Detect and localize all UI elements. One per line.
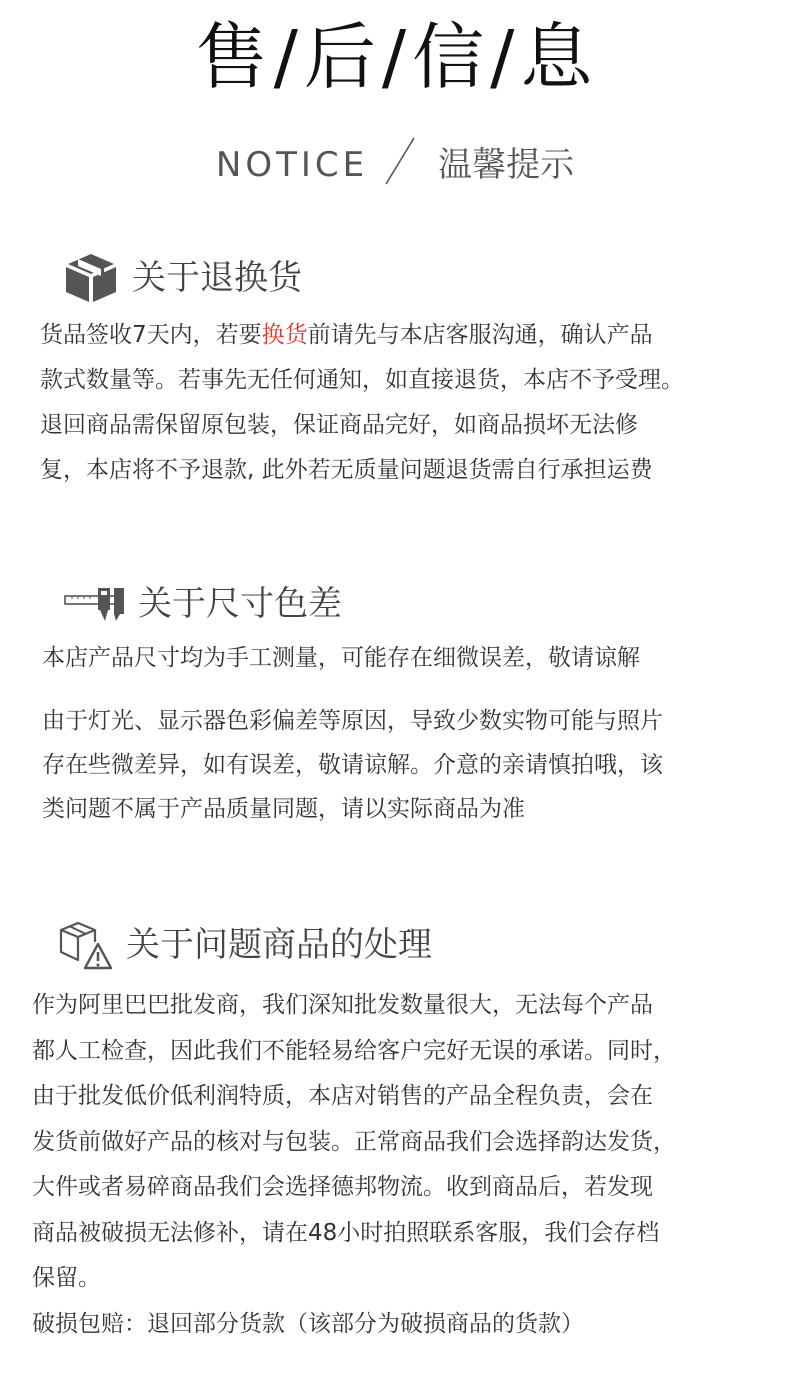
title-char-1: 售 bbox=[195, 15, 270, 99]
paragraph-line: 类问题不属于产品质量同题，请以实际商品为准 bbox=[42, 796, 525, 822]
line-text: 货品签收7天内，若要 bbox=[40, 322, 262, 348]
paragraph-line: 款式数量等。若事先无任何通知，如直接退货，本店不予受理。 bbox=[40, 367, 684, 393]
returns-paragraph bbox=[40, 313, 684, 493]
paragraph-line: 由于批发低价低利润特质，本店对销售的产品全程负责，会在 bbox=[32, 1083, 653, 1109]
section-heading-text: 关于问题商品的处理 bbox=[126, 925, 432, 965]
subtitle-english: NOTICE bbox=[215, 145, 369, 185]
paragraph-line: 存在些微差异，如有误差，敬请谅解。介意的亲请慎拍哦，该 bbox=[42, 752, 663, 778]
slash-divider-icon bbox=[382, 136, 418, 186]
paragraph-line: 破损包赔：退回部分货款（该部分为破损商品的货款） bbox=[32, 1310, 584, 1337]
paragraph-line: 保留。 bbox=[32, 1265, 101, 1291]
paragraph-line: 退回商品需保留原包装，保证商品完好，如商品损坏无法修 bbox=[40, 412, 638, 438]
paragraph-line: 复，本店将不予退款, 此外若无质量问题退货需自行承担运费 bbox=[40, 457, 653, 483]
paragraph-line: 都人工检查，因此我们不能轻易给客户完好无误的承诺。同时， bbox=[32, 1037, 676, 1064]
paragraph-line: 本店产品尺寸均为手工测量，可能存在细微误差，敬请谅解 bbox=[42, 645, 640, 671]
section-heading-text: 关于退换货 bbox=[132, 258, 302, 298]
problem-paragraph bbox=[32, 983, 676, 1347]
page-title bbox=[0, 14, 790, 100]
title-separator: / bbox=[490, 15, 517, 99]
paragraph-line: 作为阿里巴巴批发商，我们深知批发数量很大，无法每个产品 bbox=[32, 992, 653, 1018]
box-icon bbox=[64, 252, 118, 304]
paragraph-line bbox=[40, 313, 684, 358]
title-char-2: 后 bbox=[303, 15, 378, 99]
section-heading-text: 关于尺寸色差 bbox=[138, 584, 342, 624]
line-text: 前请先与本店客服沟通，确认产品 bbox=[307, 322, 653, 348]
section-heading-returns bbox=[64, 252, 302, 304]
title-char-3: 信 bbox=[412, 15, 487, 99]
title-separator: / bbox=[381, 15, 409, 99]
subtitle-chinese: 温馨提示 bbox=[438, 145, 575, 185]
title-char-4: 息 bbox=[520, 15, 595, 99]
section-heading-size bbox=[64, 584, 342, 624]
size-paragraph-1 bbox=[42, 638, 640, 678]
subtitle bbox=[0, 136, 790, 187]
paragraph-line: 由于灯光、显示器色彩偏差等原因，导致少数实物可能与照片 bbox=[42, 708, 663, 734]
paragraph-line: 大件或者易碎商品我们会选择德邦物流。收到商品后，若发现 bbox=[32, 1174, 653, 1200]
size-paragraph-2 bbox=[42, 699, 663, 831]
paragraph-line: 发货前做好产品的核对与包装。正常商品我们会选择韵达发货， bbox=[32, 1128, 676, 1155]
paragraph-line: 商品被破损无法修补，请在48小时拍照联系客服，我们会存档 bbox=[32, 1219, 660, 1246]
caliper-icon bbox=[64, 586, 126, 622]
highlight-text: 换货 bbox=[261, 322, 308, 348]
section-heading-problem bbox=[58, 920, 432, 970]
title-separator: / bbox=[273, 15, 300, 99]
damaged-box-warning-icon bbox=[58, 920, 112, 970]
